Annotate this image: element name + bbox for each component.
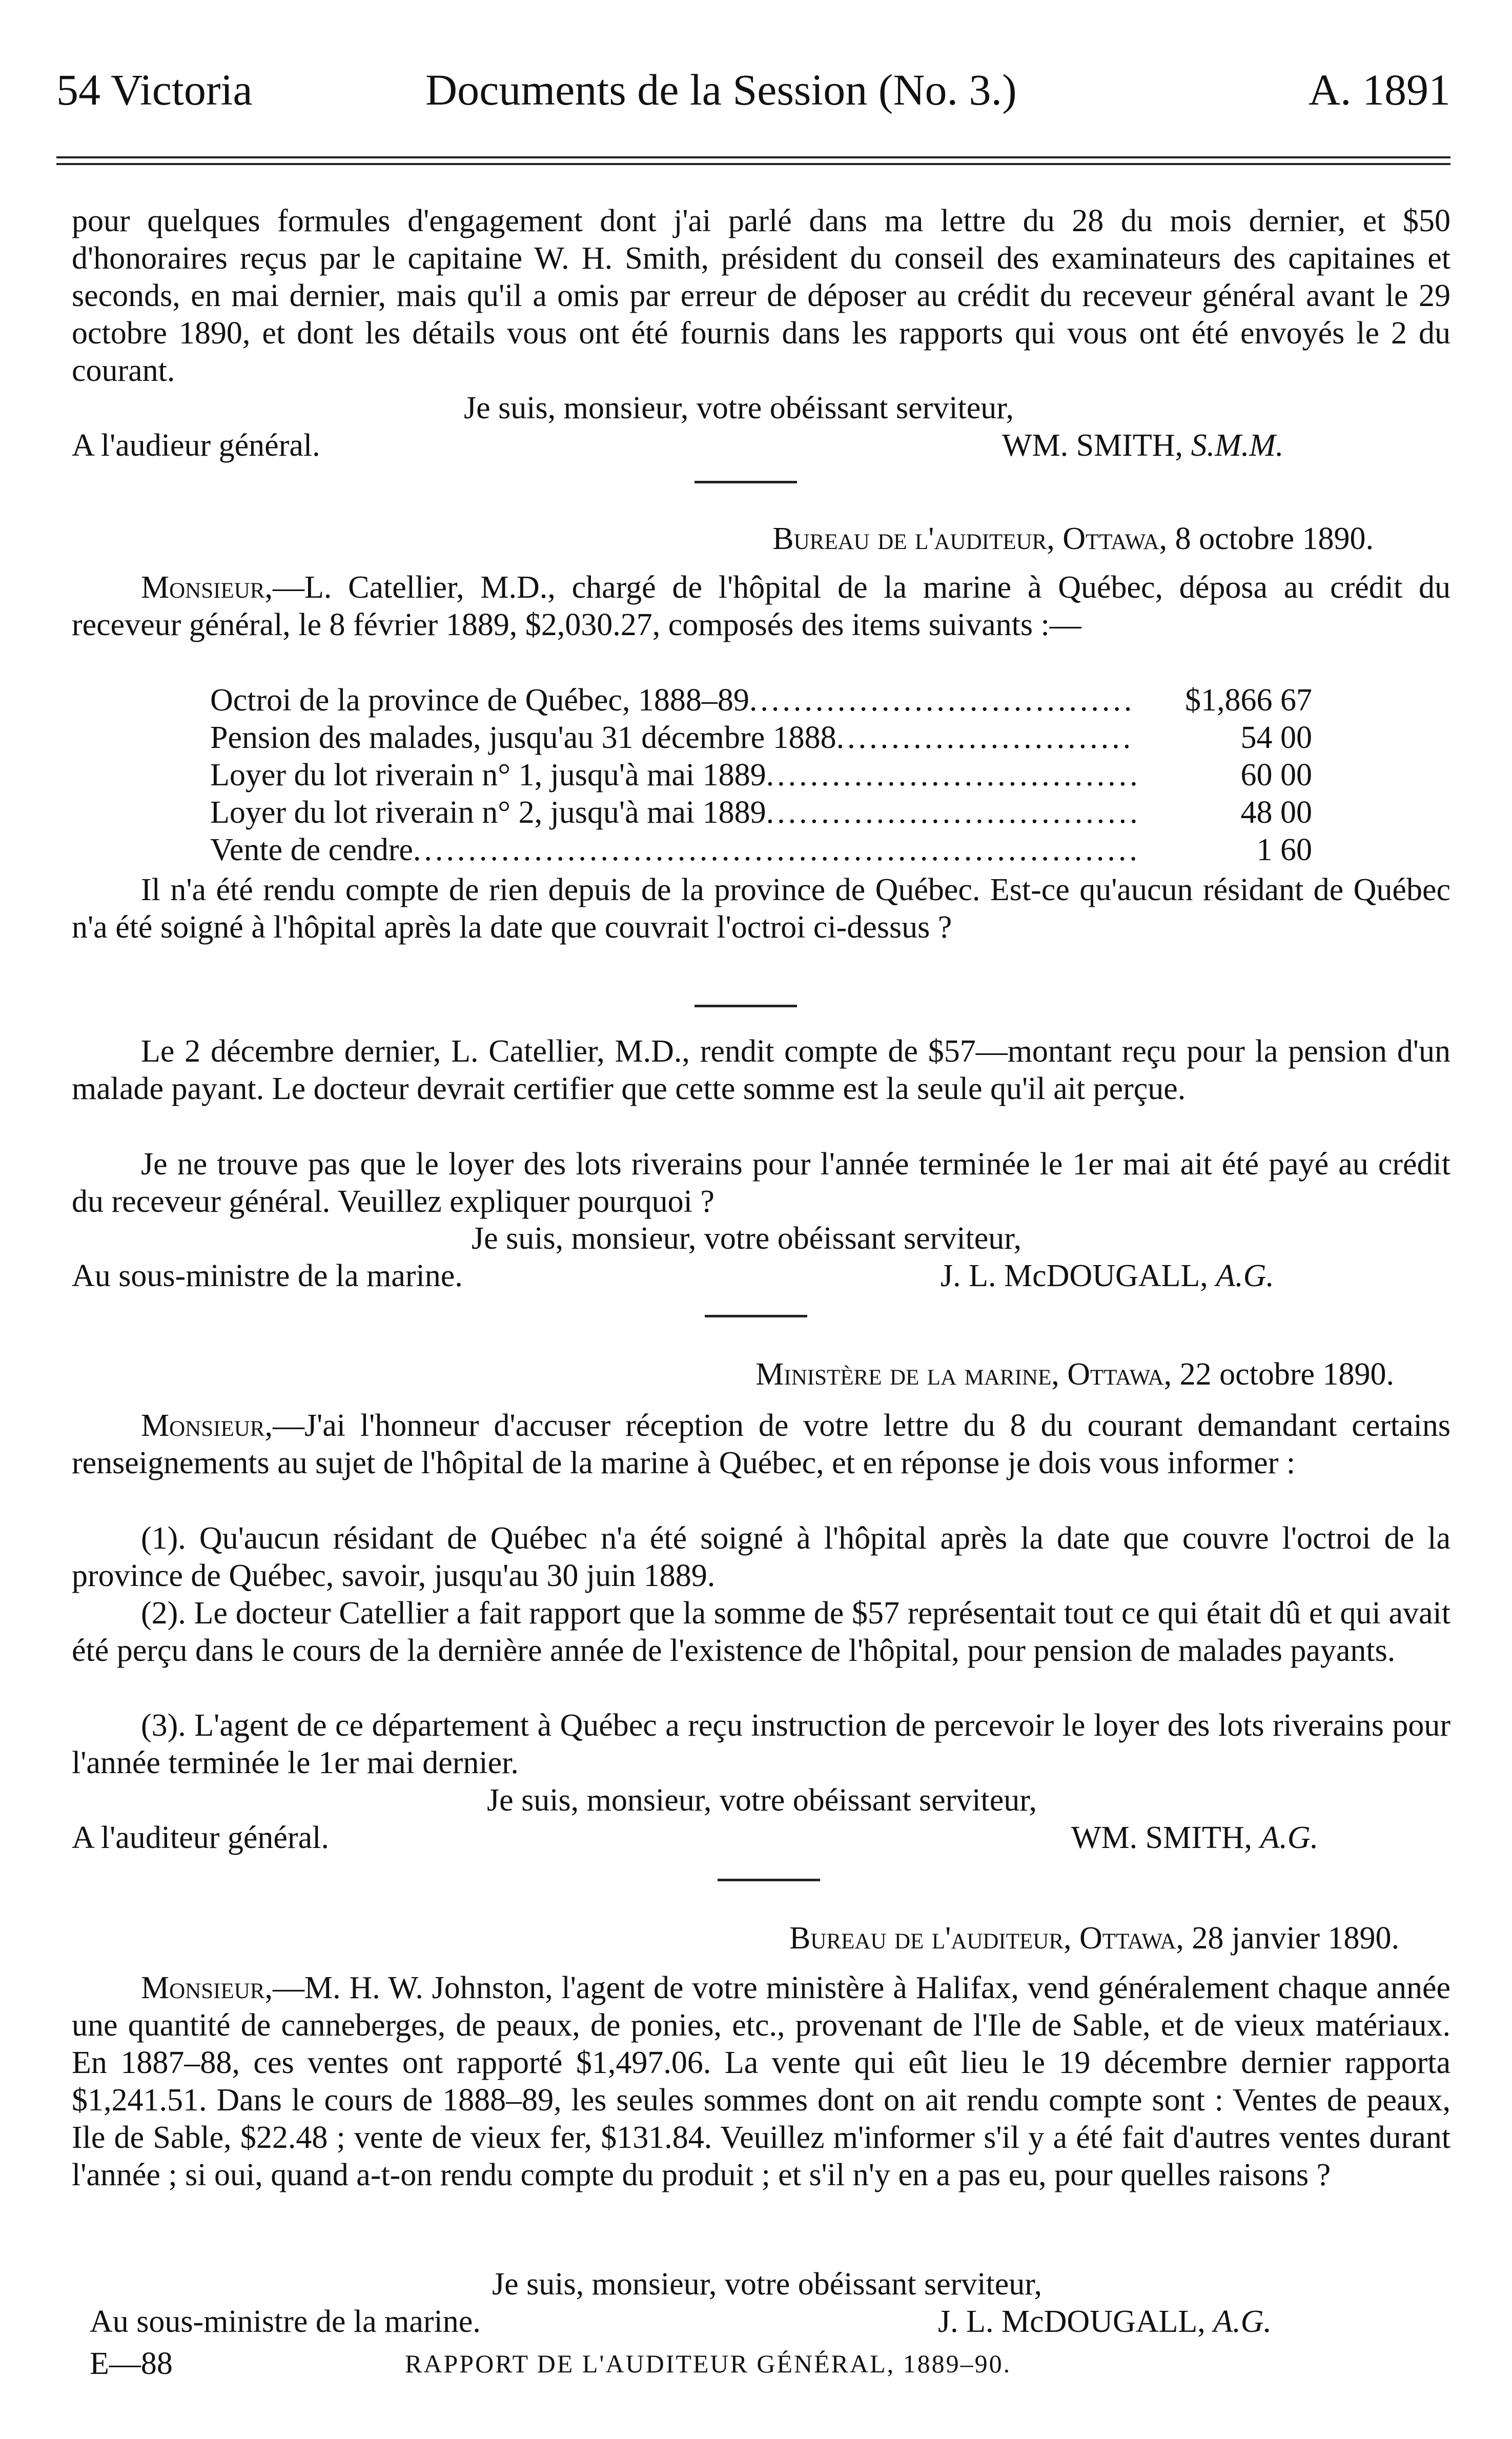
letter3-salutation: Monsieur, bbox=[141, 1408, 273, 1443]
header-rule-top bbox=[56, 156, 1450, 158]
letter2-dateline-place: Bureau de l'auditeur, Ottawa, bbox=[772, 521, 1168, 556]
dot-leader: .................................................................. bbox=[413, 832, 1140, 867]
separator-rule bbox=[705, 1315, 807, 1317]
item-amount: 54 00 bbox=[1240, 720, 1312, 755]
footer-page-number: E—88 bbox=[90, 2346, 173, 2381]
letter1-signature-title: S.M.M. bbox=[1191, 428, 1284, 463]
letter3-dateline-place: Ministère de la marine, Ottawa, bbox=[755, 1357, 1172, 1392]
letter4-dateline bbox=[789, 1920, 1399, 1957]
letter2-closing: Je suis, monsieur, votre obéissant serviteur, bbox=[472, 1221, 1021, 1256]
letter4-dateline-date: 28 janvier 1890. bbox=[1192, 1921, 1399, 1956]
letter3-body bbox=[72, 1407, 1450, 1482]
letter3-point1 bbox=[72, 1520, 1450, 1595]
header-title: Documents de la Session (No. 3.) bbox=[425, 65, 1017, 114]
letter4-closing: Je suis, monsieur, votre obéissant serviteur, bbox=[492, 2267, 1042, 2302]
letter4-signature-name: J. L. McDOUGALL, bbox=[938, 2304, 1205, 2339]
letter1-signature-name: WM. SMITH, bbox=[1002, 428, 1183, 463]
letter1-addressee: A l'audieur général. bbox=[72, 428, 320, 463]
letter3-signature bbox=[1071, 1819, 1318, 1857]
footer-report-title: RAPPORT DE L'AUDITEUR GÉNÉRAL, 1889–90. bbox=[405, 2349, 1012, 2378]
letter3-body-text: —J'ai l'honneur d'accuser réception de votre lettre du 8 du courant demandant certains renseignements au sujet de l'hôpital de la marine à Québec, et en réponse je dois vous informer : bbox=[72, 1408, 1450, 1480]
items-table bbox=[210, 682, 1312, 869]
header-session: 54 Victoria bbox=[56, 65, 253, 114]
item-amount: $1,866 67 bbox=[1185, 683, 1312, 718]
dot-leader: .................................. bbox=[766, 795, 1141, 830]
letter1-closing: Je suis, monsieur, votre obéissant serviteur, bbox=[464, 391, 1014, 425]
letter2-signature bbox=[941, 1257, 1274, 1295]
table-row bbox=[210, 719, 1312, 757]
letter3-point3 bbox=[72, 1707, 1450, 1782]
dot-leader: .................................. bbox=[766, 758, 1141, 792]
letter1-signature bbox=[1002, 427, 1283, 464]
letter4-salutation: Monsieur, bbox=[141, 1970, 273, 2005]
letter3-closing: Je suis, monsieur, votre obéissant serviteur, bbox=[487, 1783, 1037, 1818]
header-year: A. 1891 bbox=[1308, 65, 1450, 114]
table-row bbox=[210, 757, 1312, 794]
header-rule-bottom bbox=[56, 163, 1450, 165]
letter1-body: pour quelques formules d'engagement dont j'ai parlé dans ma lettre du 28 du mois dernier, et $50 d'honoraires reçus par le capitaine W. H. Smith, président du conseil des examinateurs des capitaines et seconds, en mai dernier, mais qu'il a omis par erreur de déposer au crédit du receveur général avant le 29 octobre 1890, et dont les détails vous ont été fournis dans les rapports qui vous ont été envoyés le 2 du courant. bbox=[72, 204, 1450, 388]
letter3-point2 bbox=[72, 1595, 1450, 1670]
letter4-signature bbox=[938, 2303, 1272, 2341]
dot-leader: ........................... bbox=[836, 720, 1134, 755]
letter4-signature-title: A.G. bbox=[1213, 2304, 1272, 2339]
page-footer bbox=[72, 2345, 1450, 2386]
letter2-para3 bbox=[72, 1146, 1450, 1221]
item-amount: 48 00 bbox=[1240, 795, 1312, 830]
letter3-point1-text: (1). Qu'aucun résidant de Québec n'a été soigné à l'hôpital après la date que couvre l'octroi de la province de Québec, savoir, jusqu'au 30 juin 1889. bbox=[72, 1521, 1450, 1593]
letter3-point3-text: (3). L'agent de ce département à Québec a reçu instruction de percevoir le loyer des lots riverains pour l'année terminée le 1er mai dernier. bbox=[72, 1708, 1450, 1780]
letter4-body bbox=[72, 1969, 1450, 2194]
letter3-dateline bbox=[755, 1356, 1394, 1393]
separator-rule bbox=[718, 1879, 820, 1881]
letter4-body-text: —M. H. W. Johnston, l'agent de votre ministère à Halifax, vend généralement chaque année une quantité de canneberges, de peaux, de ponies, etc., provenant de l'Ile de Sable, et de vieux matériaux. En 1887–88, ces ventes ont rapporté $1,497.06. La vente qui eût lieu le 19 décembre dernier rapporta $1,241.51. Dans le cours de 1888–89, les seules sommes dont on ait rendu compte sont : Ventes de peaux, Ile de Sable, $22.48 ; vente de vieux fer, $131.84. Veuillez m'informer s'il y a été fait d'autres ventes durant l'année ; si oui, quand a-t-on rendu compte du produit ; et s'il n'y en a pas eu, pour quelles raisons ? bbox=[72, 1970, 1450, 2192]
letter2-dateline-date: 8 octobre 1890. bbox=[1175, 521, 1374, 556]
dot-leader: ................................... bbox=[749, 683, 1135, 718]
page-header bbox=[56, 62, 1450, 118]
letter2-signature-name: J. L. McDOUGALL, bbox=[941, 1258, 1208, 1293]
table-row bbox=[210, 794, 1312, 831]
letter3-point2-text: (2). Le docteur Catellier a fait rapport que la somme de $57 représentait tout ce qui était dû et qui avait été perçu dans le cours de la dernière année de l'existence de l'hôpital, pour pension de malades payants. bbox=[72, 1596, 1450, 1668]
letter2-signature-title: A.G. bbox=[1216, 1258, 1274, 1293]
item-amount: 60 00 bbox=[1240, 758, 1312, 792]
letter3-signature-name: WM. SMITH, bbox=[1071, 1820, 1253, 1855]
separator-rule bbox=[694, 1005, 797, 1007]
letter4-addressee: Au sous-ministre de la marine. bbox=[90, 2304, 481, 2339]
letter2-after-table bbox=[72, 871, 1450, 946]
letter2-body bbox=[72, 569, 1450, 644]
item-description: Vente de cendre.................................................................. bbox=[210, 832, 1140, 867]
letter2-dateline bbox=[772, 520, 1374, 558]
item-amount: 1 60 bbox=[1256, 832, 1312, 867]
item-description: Loyer du lot riverain n° 2, jusqu'à mai 1889.................................. bbox=[210, 795, 1141, 830]
letter2-salutation: Monsieur, bbox=[141, 570, 273, 605]
table-row bbox=[210, 682, 1312, 719]
item-description: Pension des malades, jusqu'au 31 décembre 1888........................... bbox=[210, 720, 1134, 755]
letter4-dateline-place: Bureau de l'auditeur, Ottawa, bbox=[789, 1921, 1184, 1956]
letter2-para2-text: Le 2 décembre dernier, L. Catellier, M.D., rendit compte de $57—montant reçu pour la pension d'un malade payant. Le docteur devrait certifier que cette somme est la seule qu'il ait perçue. bbox=[72, 1034, 1450, 1106]
item-description: Octroi de la province de Québec, 1888–89................................... bbox=[210, 683, 1135, 718]
letter2-para2 bbox=[72, 1033, 1450, 1108]
letter2-after-table-text: Il n'a été rendu compte de rien depuis de la province de Québec. Est-ce qu'aucun résidant de Québec n'a été soigné à l'hôpital après la date que couvrait l'octroi ci-dessus ? bbox=[72, 872, 1450, 945]
table-row bbox=[210, 831, 1312, 869]
separator-rule bbox=[694, 481, 797, 483]
letter3-addressee: A l'auditeur général. bbox=[72, 1820, 329, 1855]
letter3-dateline-date: 22 octobre 1890. bbox=[1179, 1357, 1394, 1392]
item-description: Loyer du lot riverain n° 1, jusqu'à mai 1889.................................. bbox=[210, 758, 1141, 792]
letter2-para3-text: Je ne trouve pas que le loyer des lots riverains pour l'année terminée le 1er mai ait été payé au crédit du receveur général. Veuillez expliquer pourquoi ? bbox=[72, 1147, 1450, 1219]
letter2-body-text: —L. Catellier, M.D., chargé de l'hôpital de la marine à Québec, déposa au crédit du receveur général, le 8 février 1889, $2,030.27, composés des items suivants :— bbox=[72, 570, 1450, 642]
letter2-addressee: Au sous-ministre de la marine. bbox=[72, 1258, 463, 1293]
letter3-signature-title: A.G. bbox=[1260, 1820, 1319, 1855]
